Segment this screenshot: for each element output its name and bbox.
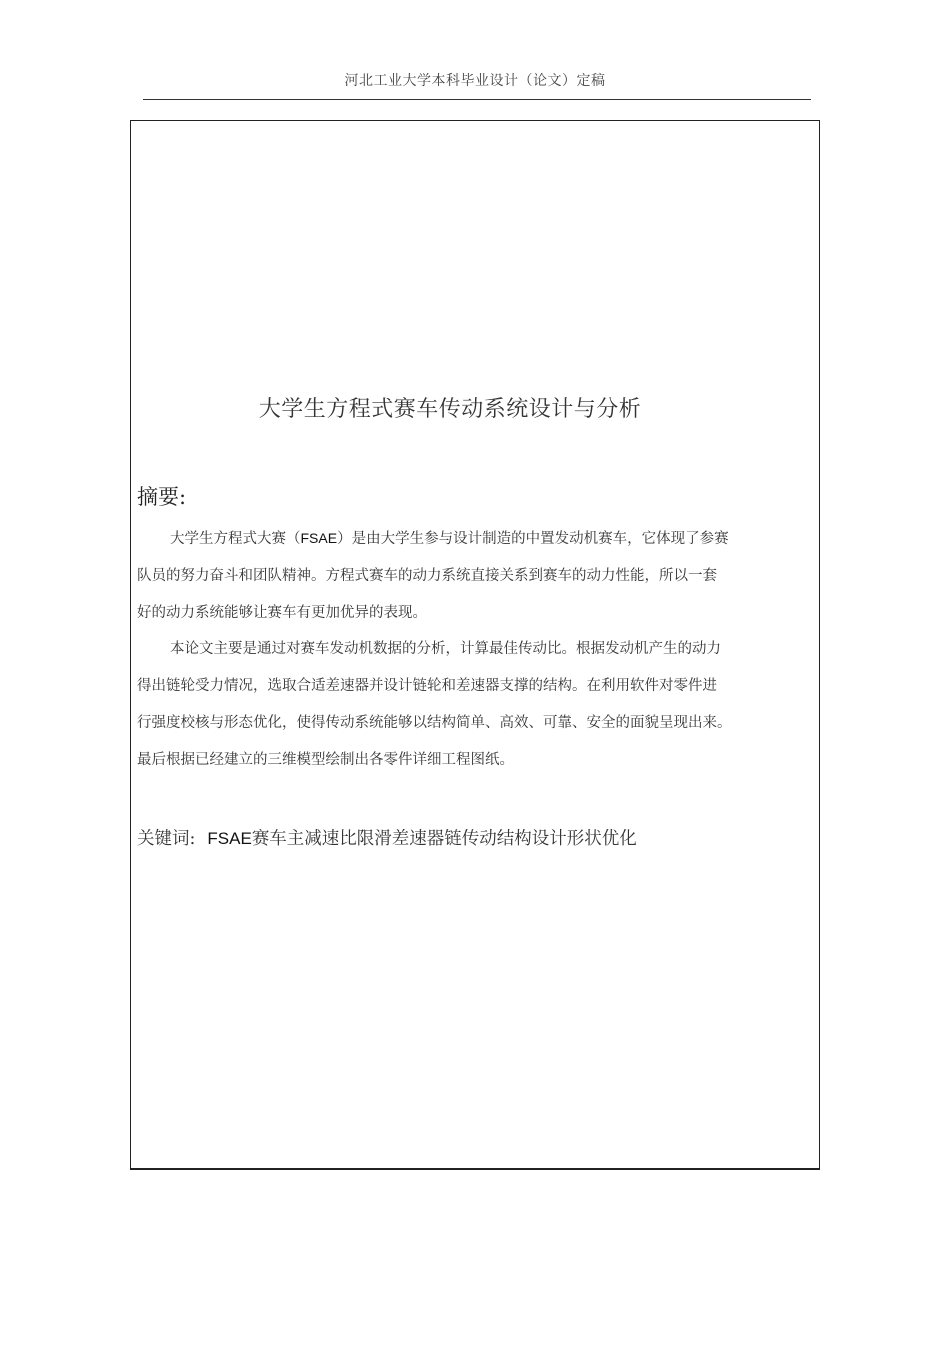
- paragraph-line: 得出链轮受力情况，选取合适差速器并设计链轮和差速器支撑的结构。在利用软件对零件进: [137, 678, 717, 694]
- paragraph-line: 好的动力系统能够让赛车有更加优异的表现。: [137, 605, 427, 621]
- keyword-fsae: FSAE: [207, 829, 252, 848]
- paragraph-line: 队员的努力奋斗和团队精神。方程式赛车的动力系统直接关系到赛车的动力性能，所以一套: [137, 568, 717, 584]
- keywords-list: 赛车主减速比限滑差速器链传动结构设计形状优化: [251, 829, 637, 849]
- keywords-line: [137, 825, 637, 850]
- paragraph-line: 行强度校核与形态优化，使得传动系统能够以结构简单、高效、可靠、安全的面貌呈现出来。: [137, 715, 732, 731]
- abstract-label: 摘要:: [137, 485, 187, 509]
- paragraph-line: 最后根据已经建立的三维模型绘制出各零件详细工程图纸。: [137, 752, 514, 768]
- paragraph-line: [137, 520, 767, 558]
- running-header: 河北工业大学本科毕业设计（论文）定稿: [344, 73, 606, 89]
- thesis-title: 大学生方程式赛车传动系统设计与分析: [258, 397, 642, 422]
- line-text: 大学生方程式大赛（: [170, 531, 301, 547]
- abstract-paragraph-2: [137, 631, 767, 779]
- keywords-label: 关键词:: [137, 829, 196, 849]
- paragraph-line: 本论文主要是通过对赛车发动机数据的分析，计算最佳传动比。根据发动机产生的动力: [170, 641, 721, 657]
- abstract-paragraph-1: [137, 520, 767, 632]
- line-text: ）是由大学生参与设计制造的中置发动机赛车，它体现了参赛: [337, 531, 729, 547]
- fsae-abbreviation: FSAE: [300, 530, 338, 546]
- header-rule: [143, 99, 811, 100]
